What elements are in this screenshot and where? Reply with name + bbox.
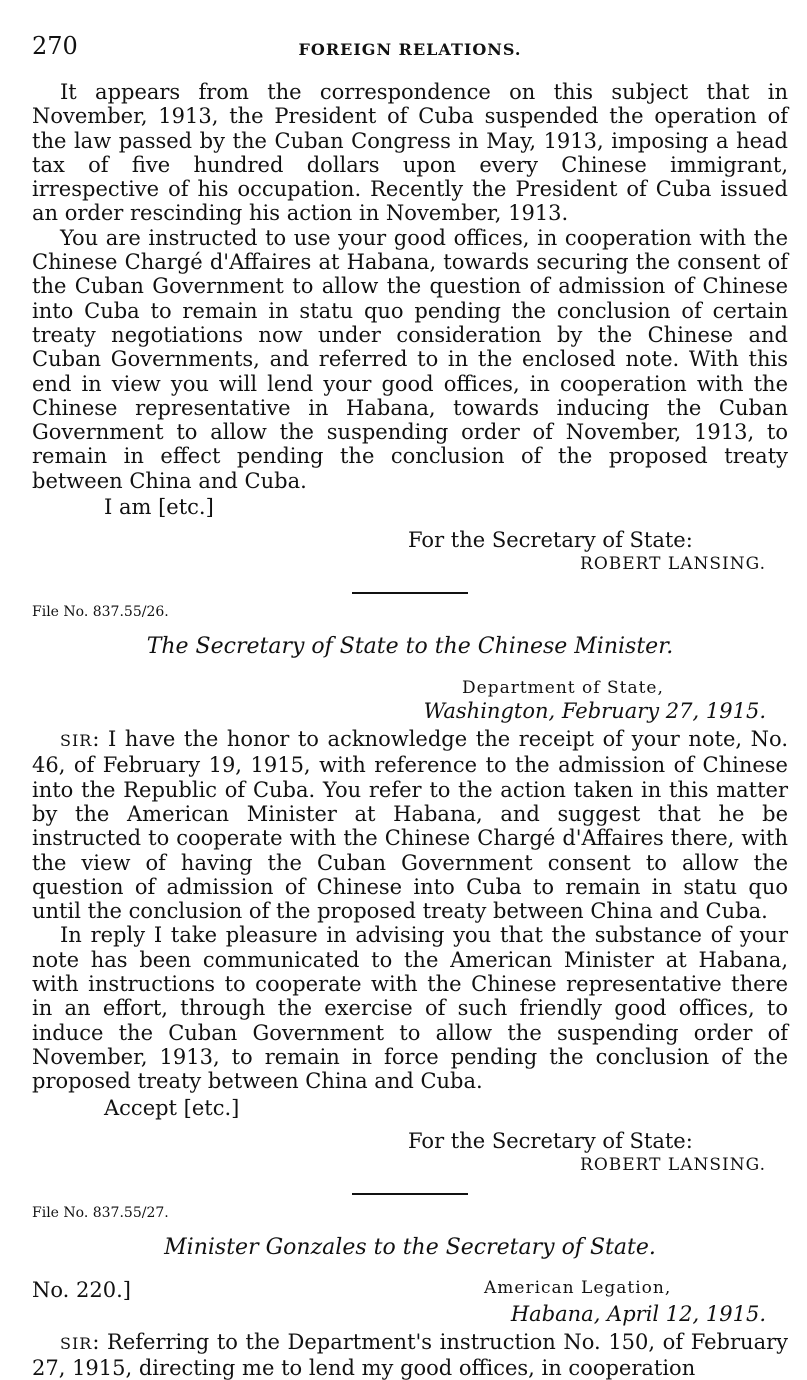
section-divider — [352, 1193, 468, 1195]
page-header — [32, 32, 788, 62]
doc2-closing: Accept [etc.] — [104, 1095, 240, 1120]
doc3-paragraph-1 — [32, 1330, 788, 1380]
section-divider — [352, 592, 468, 594]
doc3-number: No. 220.] — [32, 1277, 131, 1302]
doc2-signature: ROBERT LANSING. — [580, 1154, 766, 1175]
doc3-paragraph-1-text: : Referring to the Department's instruction No. 150, of February 27, 1915, directing me to lend my good offices, in cooperation — [32, 1329, 788, 1380]
doc3-heading-row — [32, 1278, 788, 1302]
doc2-paragraph-1 — [32, 727, 788, 923]
running-head: FOREIGN RELATIONS. — [298, 40, 522, 59]
doc2-title: The Secretary of State to the Chinese Minister. — [146, 634, 674, 660]
doc3-place-date: Habana, April 12, 1915. — [510, 1301, 766, 1326]
document-page — [32, 32, 788, 1380]
doc2-department: Department of State, — [462, 678, 664, 699]
page-number: 270 — [32, 32, 78, 60]
doc2-salutation: SIR — [60, 731, 93, 751]
doc2-sign-for: For the Secretary of State: — [408, 1128, 693, 1153]
doc1-paragraph-1: It appears from the correspondence on this subject that in November, 1913, the President of Cuba suspended the operation of the law passed by the Cuban Congress in May, 1913, imposing a head tax of five hundred dollars upon every Chinese immigrant, irrespective of his occupation. Recently the President of Cuba issued an order rescinding his action in November, 1913. — [32, 80, 788, 226]
doc3-salutation: SIR — [60, 1333, 93, 1353]
doc3-legation: American Legation, — [484, 1277, 672, 1298]
doc2-place-date: Washington, February 27, 1915. — [423, 699, 766, 724]
doc1-paragraph-2: You are instructed to use your good offices, in cooperation with the Chinese Chargé d'Affaires at Habana, towards securing the consent of the Cuban Government to allow the question of admission of Chinese into Cuba to remain in statu quo pending the conclusion of certain treaty negotiations now under consideration by the Chinese and Cuban Governments, and referred to in the enclosed note. With this end in view you will lend your good offices, in cooperation with the Chinese representative in Habana, towards inducing the Cuban Government to allow the suspending order of November, 1913, to remain in effect pending the conclusion of the proposed treaty between China and Cuba. — [32, 225, 788, 493]
doc2-paragraph-2: In reply I take pleasure in advising you that the substance of your note has been communicated to the American Minister at Habana, with instructions to cooperate with the Chinese representative there in an effort, through the exercise of such friendly good offices, to induce the Cuban Government to allow the suspending order of November, 1913, to remain in force pending the conclusion of the proposed treaty between China and Cuba. — [32, 923, 788, 1094]
doc2-file-number: File No. 837.55/26. — [32, 604, 169, 621]
doc3-file-number: File No. 837.55/27. — [32, 1204, 169, 1221]
doc1-closing: I am [etc.] — [104, 495, 214, 520]
doc3-title: Minister Gonzales to the Secretary of State. — [164, 1234, 656, 1260]
doc1-signature: ROBERT LANSING. — [580, 554, 766, 575]
doc1-sign-for: For the Secretary of State: — [408, 528, 693, 553]
doc2-paragraph-1-text: : I have the honor to acknowledge the receipt of your note, No. 46, of February 19, 1915, with reference to the admission of Chinese into the Republic of Cuba. You refer to the action taken in this matter by the American Minister at Habana, and suggest that he be instructed to cooperate with the Chinese Chargé d'Affaires there, with the view of having the Cuban Government consent to allow the question of admission of Chinese into Cuba to remain in statu quo until the conclusion of the proposed treaty between China and Cuba. — [32, 727, 788, 924]
